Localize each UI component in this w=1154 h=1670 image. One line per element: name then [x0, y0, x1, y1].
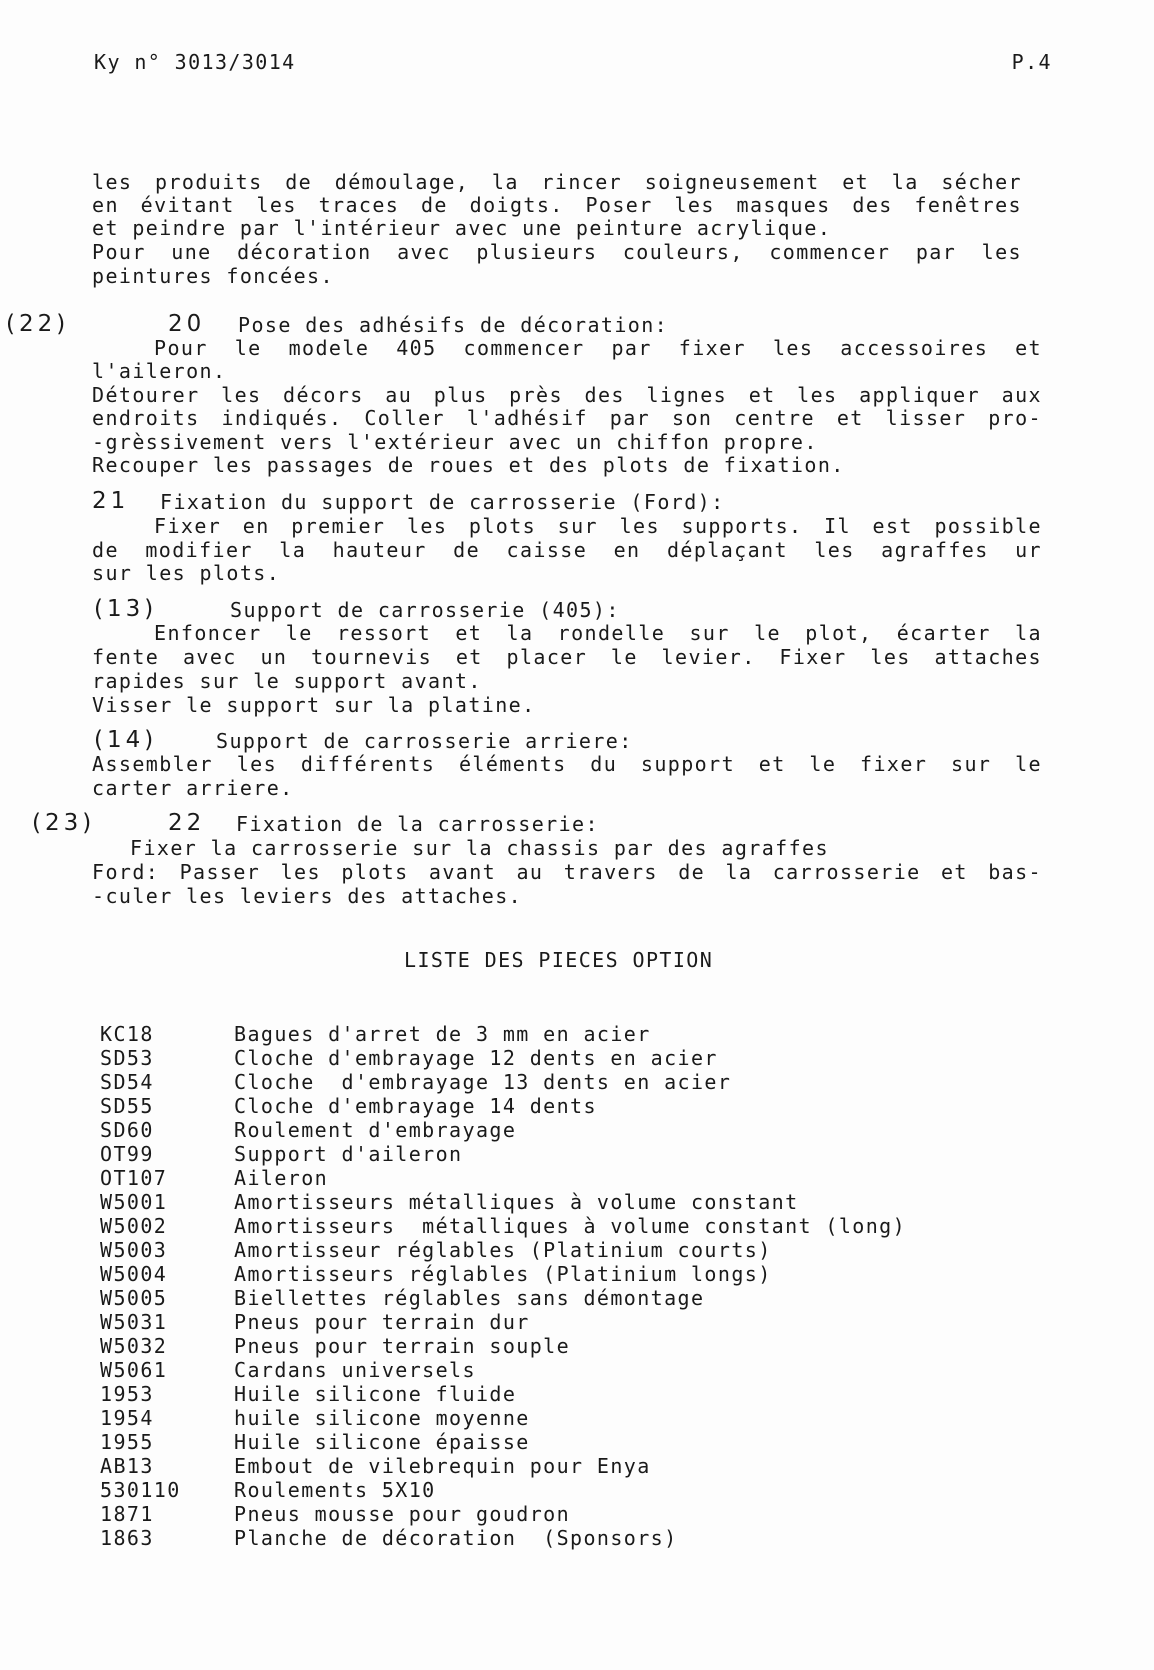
part-description: Biellettes réglables sans démontage [234, 1286, 705, 1310]
step-title: Pose des adhésifs de décoration: [238, 313, 669, 337]
part-code: 1871 [100, 1502, 154, 1526]
part-code: 1953 [100, 1382, 154, 1406]
part-description: Cloche d'embrayage 13 dents en acier [234, 1070, 732, 1094]
text-line: -grèssivement vers l'extérieur avec un chiffon propre. [92, 430, 818, 454]
text-line: rapides sur le support avant. [92, 669, 482, 693]
text-line: Détourer les décors au plus près des lignes et les appliquer aux [92, 383, 1042, 407]
list-item [100, 1046, 1000, 1070]
list-item [100, 1478, 1000, 1502]
list-item [100, 1094, 1000, 1118]
text-line: Fixer en premier les plots sur les supports. Il est possible [154, 514, 1042, 538]
part-description: Cloche d'embrayage 12 dents en acier [234, 1046, 718, 1070]
list-item [100, 1286, 1000, 1310]
page-header [94, 50, 1052, 76]
list-item [100, 1358, 1000, 1382]
part-description: Bagues d'arret de 3 mm en acier [234, 1022, 651, 1046]
text-line: sur les plots. [92, 561, 281, 585]
list-item [100, 1022, 1000, 1046]
list-item [100, 1526, 1000, 1550]
part-description: Pneus pour terrain souple [234, 1334, 571, 1358]
text-line: de modifier la hauteur de caisse en déplaçant les agraffes ur [92, 538, 1042, 562]
text-line: peintures foncées. [92, 264, 334, 288]
part-code: SD55 [100, 1094, 154, 1118]
text-line: Fixer la carrosserie sur la chassis par des agraffes [130, 836, 829, 860]
text-line: et peindre par l'intérieur avec une peinture acrylique. [92, 216, 832, 240]
page-number: P.4 [1011, 50, 1052, 74]
step-number: 22 [168, 810, 206, 836]
list-item [100, 1190, 1000, 1214]
part-description: Huile silicone fluide [234, 1382, 517, 1406]
part-code: W5002 [100, 1214, 168, 1238]
parts-list-title: LISTE DES PIECES OPTION [404, 948, 714, 972]
text-line: fente avec un tournevis et placer le levier. Fixer les attaches [92, 645, 1042, 669]
text-line: carter arriere. [92, 776, 294, 800]
figure-reference: (14) [94, 727, 158, 753]
part-description: Amortisseurs métalliques à volume constant (long) [234, 1214, 907, 1238]
part-description: Cloche d'embrayage 14 dents [234, 1094, 597, 1118]
figure-reference: (13) [94, 596, 158, 622]
part-code: SD54 [100, 1070, 154, 1094]
list-item [100, 1118, 1000, 1142]
part-code: AB13 [100, 1454, 154, 1478]
text-line: Assembler les différents éléments du support et le fixer sur le [92, 752, 1042, 776]
part-description: Pneus mousse pour goudron [234, 1502, 571, 1526]
figure-reference: (22) [6, 311, 70, 337]
text-line: Pour une décoration avec plusieurs couleurs, commencer par les [92, 240, 1022, 264]
text-line: Pour le modele 405 commencer par fixer les accessoires et [154, 336, 1042, 360]
part-code: 1863 [100, 1526, 154, 1550]
part-description: huile silicone moyenne [234, 1406, 530, 1430]
step-number: 20 [168, 311, 206, 337]
list-item [100, 1214, 1000, 1238]
part-description: Amortisseurs réglables (Platinium longs) [234, 1262, 772, 1286]
part-code: 1954 [100, 1406, 154, 1430]
step-number: 21 [92, 488, 130, 514]
part-code: W5061 [100, 1358, 168, 1382]
list-item [100, 1070, 1000, 1094]
part-code: 1955 [100, 1430, 154, 1454]
parts-list [100, 1022, 1000, 1550]
list-item [100, 1382, 1000, 1406]
part-description: Cardans universels [234, 1358, 476, 1382]
text-line: les produits de démoulage, la rincer soigneusement et la sécher [92, 170, 1022, 194]
part-code: OT99 [100, 1142, 154, 1166]
text-line: endroits indiqués. Coller l'adhésif par son centre et lisser pro- [92, 406, 1042, 430]
document-reference: Ky n° 3013/3014 [94, 50, 296, 74]
step-title: Support de carrosserie arriere: [216, 729, 633, 753]
part-code: W5003 [100, 1238, 168, 1262]
part-code: OT107 [100, 1166, 168, 1190]
part-code: 530110 [100, 1478, 181, 1502]
list-item [100, 1310, 1000, 1334]
part-code: W5001 [100, 1190, 168, 1214]
part-code: W5005 [100, 1286, 168, 1310]
part-code: W5004 [100, 1262, 168, 1286]
part-description: Amortisseur réglables (Platinium courts) [234, 1238, 772, 1262]
text-line: Recouper les passages de roues et des plots de fixation. [92, 453, 845, 477]
part-description: Huile silicone épaisse [234, 1430, 530, 1454]
figure-reference: (23) [32, 810, 96, 836]
part-description: Planche de décoration (Sponsors) [234, 1526, 678, 1550]
list-item [100, 1166, 1000, 1190]
list-item [100, 1238, 1000, 1262]
text-line: l'aileron. [92, 359, 227, 383]
step-title: Fixation du support de carrosserie (Ford): [160, 490, 725, 514]
list-item [100, 1142, 1000, 1166]
step-title: Fixation de la carrosserie: [236, 812, 599, 836]
part-description: Support d'aileron [234, 1142, 463, 1166]
part-description: Aileron [234, 1166, 329, 1190]
text-line: Ford: Passer les plots avant au travers de la carrosserie et bas- [92, 860, 1042, 884]
text-line: Visser le support sur la platine. [92, 693, 536, 717]
list-item [100, 1262, 1000, 1286]
list-item [100, 1430, 1000, 1454]
part-description: Amortisseurs métalliques à volume constant [234, 1190, 799, 1214]
part-code: W5031 [100, 1310, 168, 1334]
part-description: Roulement d'embrayage [234, 1118, 517, 1142]
part-code: SD60 [100, 1118, 154, 1142]
part-code: KC18 [100, 1022, 154, 1046]
part-description: Pneus pour terrain dur [234, 1310, 530, 1334]
step-title: Support de carrosserie (405): [230, 598, 620, 622]
list-item [100, 1502, 1000, 1526]
text-line: -culer les leviers des attaches. [92, 884, 523, 908]
part-code: W5032 [100, 1334, 168, 1358]
list-item [100, 1334, 1000, 1358]
list-item [100, 1406, 1000, 1430]
text-line: Enfoncer le ressort et la rondelle sur le plot, écarter la [154, 621, 1042, 645]
part-description: Embout de vilebrequin pour Enya [234, 1454, 651, 1478]
part-description: Roulements 5X10 [234, 1478, 436, 1502]
list-item [100, 1454, 1000, 1478]
part-code: SD53 [100, 1046, 154, 1070]
text-line: en évitant les traces de doigts. Poser les masques des fenêtres [92, 193, 1022, 217]
